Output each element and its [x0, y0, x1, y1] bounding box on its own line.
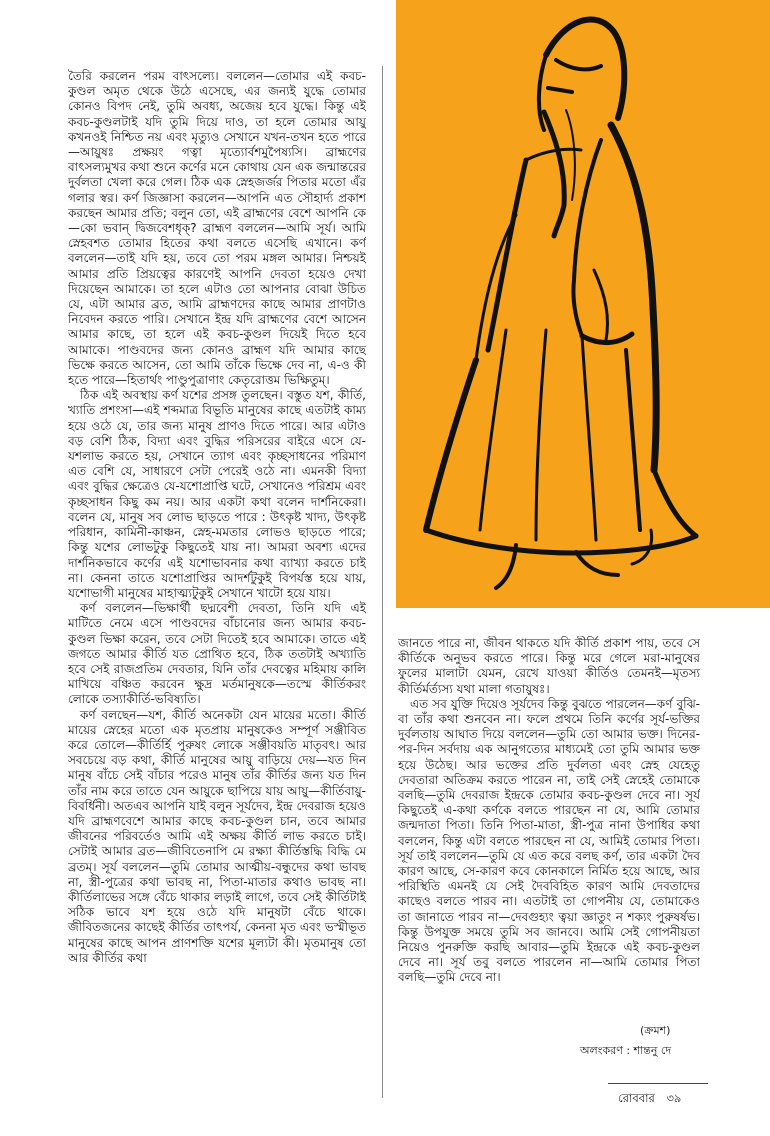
magazine-name: রোববার [618, 1091, 655, 1105]
seated-sage-illustration [396, 0, 770, 608]
sage-figure-drawing [396, 0, 770, 608]
paragraph: ঠিক এই অবস্থায় কর্ণ যশের প্রসঙ্গ তুলছেন। বস্তুত যশ, কীর্তি, খ্যাতি প্রশংসা—এই শব্দমাত্র বিভূতি মানুষের কাছে এতটাই কাম্য হয়ে ওঠে যে, তার জন্য মানুষ প্রাণও দিতে পারে। আর এটাও বড় বেশি ঠিক, বিদ্যা এবং বুদ্ধির পরিসরের বাইরে এসে যে-যশলাভ করতে হয়, সেখানে ত্যাগ এবং কৃচ্ছসাধনের পরিমাণ এত বেশি যে, সাধারণে সেটা পেরেই ওঠে না। এমনকী বিদ্যা এবং বুদ্ধির ক্ষেত্রেও যে-যশোপ্রাপ্তি ঘটে, সেখানেও পরিশ্রম এবং কৃচ্ছসাধন কিছু কম নয়। আর একটা কথা বলেন দার্শনিকেরা। বলেন যে, মানুষ সব লোভ ছাড়তে পারে : উৎকৃষ্ট খাদ্য, উৎকৃষ্ট পরিধান, কামিনী-কাঞ্চন, স্নেহ-মমতার লোভও ছাড়তে পারে; কিন্তু যশের লোভটুকু কিছুতেই যায় না। আমরা অবশ্য এদের দার্শনিকভাবে কর্ণের এই যশোভাবনার কথা ব্যাখ্যা করতে চাই না। কেননা তাতে যশোপ্রাপ্তির আদর্শটুকুই বিপর্যস্ত হয়ে যায়, যশোভাগী মানুষের মাহাত্ম্যটুকুই সেখানে খাটো হয়ে যায়। [68, 388, 366, 600]
article-column-right [398, 636, 700, 1020]
page-number: ৩৯ [666, 1091, 682, 1105]
paragraph: কর্ণ বললেন—ভিক্ষার্থী ছদ্মবেশী দেবতা, তিনি যদি এই মাটিতে নেমে এসে পাণ্ডবদের বাঁচানোর জন্য আমার কবচ-কুণ্ডল ভিক্ষা করেন, তবে সেটা দিতেই হবে আমাকে। তাতে এই জগতে আমার কীর্তি যত প্রোথিত হবে, ঠিক ততটাই অখ্যাতি হবে সেই রাজপ্রতিম দেবতার, যিনি তাঁর দেবত্বের মহিমায় কালি মাখিয়ে বঞ্চিত করবেন ক্ষুদ্র মর্তমানুষকে—তস্মে কীর্তিকরং লোকে তস্যাকীর্তি-ভবিষ্যতি। [68, 601, 366, 707]
footer-rule [608, 1083, 708, 1084]
paragraph: এত সব যুক্তি দিয়েও সূর্যদেব কিন্তু বুঝতে পারলেন—কর্ণ বুঝি-বা তাঁর কথা শুনবেন না। ফলে প্রথমে তিনি কর্ণের সূর্য-ভক্তির দুর্বলতায় আঘাত দিয়ে বললেন—তুমি তো আমার ভক্ত। দিনের-পর-দিন সর্বদায় এক আনুগত্যের মাধ্যমেই তো তুমি আমার ভক্ত হয়ে উঠেছ। আর ভক্তের প্রতি দুর্বলতা এবং স্নেহ যেহেতু দেবতারা অতিক্রম করতে পারেন না, তাই সেই স্নেহেই তোমাকে বলছি—তুমি দেবরাজ ইন্দ্রকে তোমার কবচ-কুণ্ডল দেবে না। সূর্য কিছুতেই এ-কথা কর্ণকে বলতে পারছেন না যে, আমি তোমার জন্মদাতা পিতা। তিনি পিতা-মাতা, স্ত্রী-পুত্র নানা উপাধির কথা বললেন, কিন্তু এটা বলতে পারছেন না যে, আমিই তোমার পিতা। সূর্য তাই বললেন—তুমি যে এত করে বলছ কর্ণ, তার একটা দৈব কারণ আছে, সে-কারণ কবে কোনকালে নির্মিত হয়ে আছে, আর পরিস্থিতি এমনই যে সেই দৈববিহিত কারণ আমি দেবতাদের কাছেও বলতে পারব না। এতটাই তা গোপনীয় যে, তোমাকেও তা জানাতে পারব না—দেবগুহ্যং ত্বয়া জ্ঞাতুং ন শক্যং পুরুষর্ষভ। কিন্তু উপযুক্ত সময়ে তুমি সব জানবে। আমি সেই গোপনীয়তা নিয়েও পুনরুক্তি করছি আবার—তুমি ইন্দ্রকে এই কবচ-কুণ্ডল দেবে না। সূর্য তবু বলতে পারলেন না—আমি তোমার পিতা বলছি—তুমি দেবে না। [398, 696, 700, 985]
illustration-credit: অলংকরণ : শান্তনু দে [580, 1044, 672, 1057]
page-footer [618, 1090, 689, 1109]
paragraph: কর্ণ বলছেন—যশ, কীর্তি অনেকটা যেন মায়ের মতো। কীর্তি মায়ের স্নেহের মতো এক মৃতপ্রায় মানুষকেও সম্পূর্ণ সঞ্জীবিত করে তোলে—কীর্তির্হি পুরুষং লোকে সঞ্জীবয়তি মাতৃবৎ। আর সবচেয়ে বড় কথা, কীর্তি মানুষের আয়ু বাড়িয়ে দেয়—যত দিন মানুষ বাঁচে সেই বাঁচার পরেও মানুষ তাঁর কীর্তির জন্য যত দিন তাঁর নাম করে তাতে যেন আয়ুকে ছাপিয়ে যায় আয়ু—কীর্তিবায়ু-বিবর্ধিনী। অতএব আপনি যাই বলুন সূর্যদেব, ইন্দ্র দেবরাজ হয়েও যদি ব্রাহ্মণবেশে আমার কাছে কবচ-কুণ্ডল চান, তবে আমার জীবনের পরিবর্তেও আমি এই অক্ষয় কীর্তি লাভ করতে চাই। সেটাই আমার ব্রত—জীবিতেনাপি মে রক্ষ্যা কীর্তিস্তদ্ধি বিদ্ধি মে ব্রতম্‌। সূর্য বললেন—তুমি তোমার আত্মীয়-বন্ধুদের কথা ভাবছ না, স্ত্রী-পুত্রের কথা ভাবছ না, পিতা-মাতার কথাও ভাবছ না। কীর্তিলাভের সঙ্গে বেঁচে থাকার লড়াই লাগে, তবে সেই কীর্তিটাই সঠিক ভাবে যশ হয়ে ওঠে যদি মানুষটা বেঁচে থাকে। জীবিতজনের কাছেই কীর্তির তাৎপর্য, কেননা মৃত এবং ভস্মীভূত মানুষের কাছে আপন প্রাণশক্তি যশের মূল্যটা কী। মৃতমানুষ তো আর কীর্তির কথা [68, 707, 366, 965]
article-column-left [68, 69, 366, 1097]
continued-note: (ক্রমশ) [640, 1024, 671, 1037]
paragraph: তৈরি করলেন পরম বাৎসল্যে। বললেন—তোমার এই কবচ-কুণ্ডল অমৃত থেকে উঠে এসেছে, এর জন্যই যুদ্ধে তোমার কোনও বিপদ নেই, তুমি অবধ্য, অজেয় হবে যুদ্ধে। কিন্তু এই কবচ-কুণ্ডলটাই যদি তুমি দিয়ে দাও, তা হলে তোমার আয়ু কখনওই নিশ্চিত নয় এবং মৃত্যুও সেখানে যখন-তখন হতে পারে—আয়ুষঃ প্রক্ষয়ং গত্বা মৃত্যোর্বশমুপৈষ্যসি। ব্রাহ্মণের বাৎসল্যমুখর কথা শুনে কর্ণের মনে কোথায় যেন এক জন্মান্তরের দুর্বলতা খেলা করে গেল। ঠিক এক স্নেহজর্জর পিতার মতো এঁর গলার স্বর। কর্ণ জিজ্ঞাসা করলেন—আপনি এত সৌহার্দ্য প্রকাশ করছেন আমার প্রতি; বলুন তো, এই ব্রাহ্মণের বেশে আপনি কে—কো ভবান্‌ দ্বিজবেশধৃক্‌? ব্রাহ্মণ বললেন—আমি সূর্য। আমি স্নেহবশত তোমার হিতের কথা বলতে এসেছি এখানে। কর্ণ বললেন—তাই যদি হয়, তবে তো পরম মঙ্গল আমার। নিশ্চয়ই আমার প্রতি প্রিয়ত্বের কারণেই আপনি দেবতা হয়েও দেখা দিয়েছেন আমাকে। তা হলে এটাও তো আপনার বোঝা উচিত যে, এটা আমার ব্রত, আমি ব্রাহ্মণদের কাছে আমার প্রাণটাও নিবেদন করতে পারি। সেখানে ইন্দ্র যদি ব্রাহ্মণের বেশে আসেন আমার কাছে, তা হলে এই কবচ-কুণ্ডল দিয়েই দিতে হবে আমাকে। পাণ্ডবদের জন্য কোনও ব্রাহ্মণ যদি আমার কাছে ভিক্ষে করতে আসেন, তো আমি তাঁকে ভিক্ষে দেব না, এ-ও কী হতে পারে—হিতার্থং পাণ্ডুপুত্রাণাং কেতৃরোত্তম ভিক্ষিতুম্‌। [68, 69, 366, 388]
paragraph: জানতে পারে না, জীবন থাকতে যদি কীর্তি প্রকাশ পায়, তবে সে কীর্তিকে অনুভব করতে পারে। কিন্তু মরে গেলে মরা-মানুষের ফুলের মালাটা যেমন, রেখে যাওয়া কীর্তিও তেমনই—মৃতস্য কীর্তির্মর্ত্যস্য যথা মালা গতায়ুষঃ। [398, 636, 700, 696]
column-divider [382, 66, 383, 1098]
